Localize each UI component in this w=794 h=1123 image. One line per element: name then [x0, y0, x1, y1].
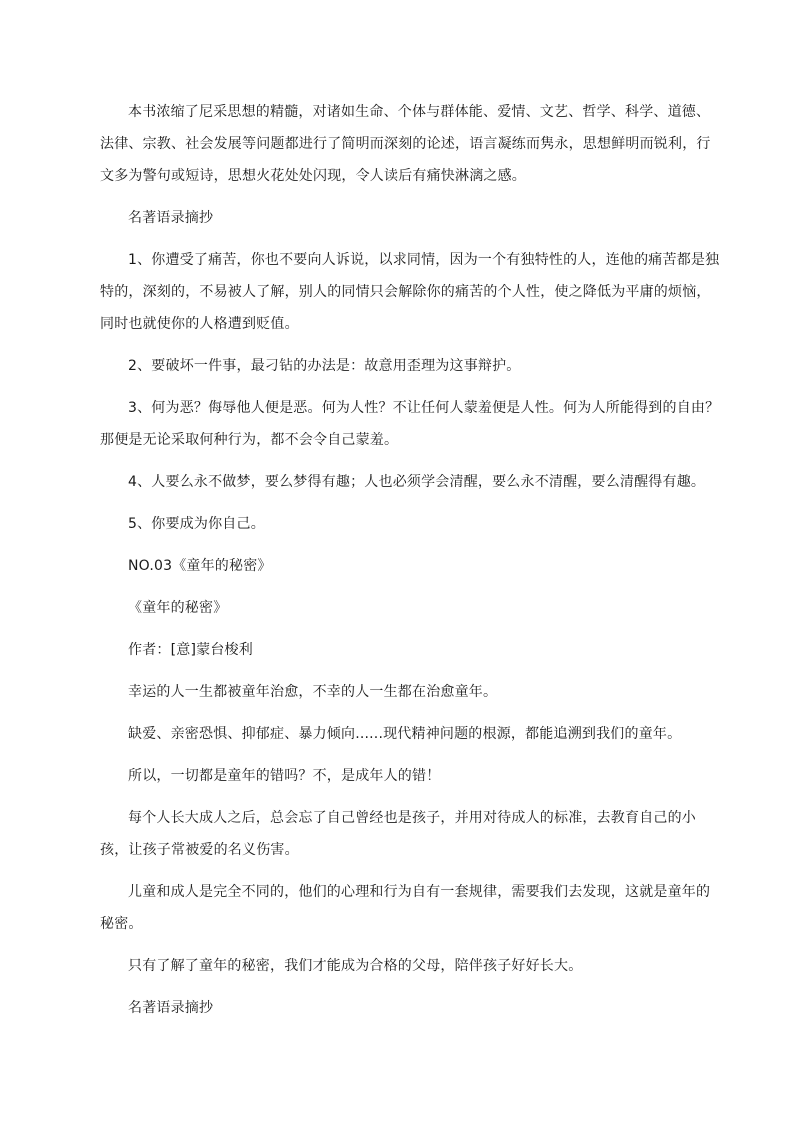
intro-paragraph-4: 每个人长大成人之后，总会忘了自己曾经也是孩子，并用对待成人的标准，去教育自己的小孩，让孩子常被爱的名义伤害。 — [100, 810, 696, 858]
section-title: NO.03《童年的秘密》 — [128, 558, 272, 574]
quote-4: 4、人要么永不做梦，要么梦得有趣；人也必须学会清醒，要么永不清醒，要么清醒得有趣。 — [128, 474, 706, 490]
quotes-heading-2: 名著语录摘抄 — [128, 1000, 214, 1016]
quote-2: 2、要破坏一件事，最刁钻的办法是：故意用歪理为这事辩护。 — [128, 358, 521, 374]
book-author: 作者：[意]蒙台梭利 — [128, 642, 253, 658]
intro-line-3: 所以，一切都是童年的错吗？不，是成年人的错！ — [128, 768, 441, 784]
book-title: 《童年的秘密》 — [128, 600, 228, 616]
intro-line-2: 缺爱、亲密恐惧、抑郁症、暴力倾向......现代精神问题的根源，都能追溯到我们的童年。 — [128, 726, 682, 742]
intro-line-5: 儿童和成人是完全不同的，他们的心理和行为自有一套规律，需要我们去发现，这就是童年的秘密。 — [100, 884, 711, 932]
quote-3: 3、何为恶？侮辱他人便是恶。何为人性？不让任何人蒙羞便是人性。何为人所能得到的自由？那便是无论采取何种行为，都不会令自己蒙羞。 — [100, 400, 720, 448]
quote-5: 5、你要成为你自己。 — [128, 516, 265, 532]
document-body — [100, 96, 720, 1034]
intro-line-1: 幸运的人一生都被童年治愈，不幸的人一生都在治愈童年。 — [128, 684, 498, 700]
book-summary-paragraph: 本书浓缩了尼采思想的精髓，对诸如生命、个体与群体能、爱情、文艺、哲学、科学、道德、法律、宗教、社会发展等问题都进行了简明而深刻的论述，语言凝练而隽永，思想鲜明而锐利，行文多为警句或短诗，思想火花处处闪现，令人读后有痛快淋漓之感。 — [100, 104, 711, 184]
quote-1: 1、你遭受了痛苦，你也不要向人诉说，以求同情，因为一个有独特性的人，连他的痛苦都是独特的，深刻的，不易被人了解，别人的同情只会解除你的痛苦的个人性，使之降低为平庸的烦恼，同时也就使你的人格遭到贬值。 — [100, 252, 720, 332]
quotes-heading: 名著语录摘抄 — [128, 210, 214, 226]
intro-line-6: 只有了解了童年的秘密，我们才能成为合格的父母，陪伴孩子好好长大。 — [128, 958, 583, 974]
